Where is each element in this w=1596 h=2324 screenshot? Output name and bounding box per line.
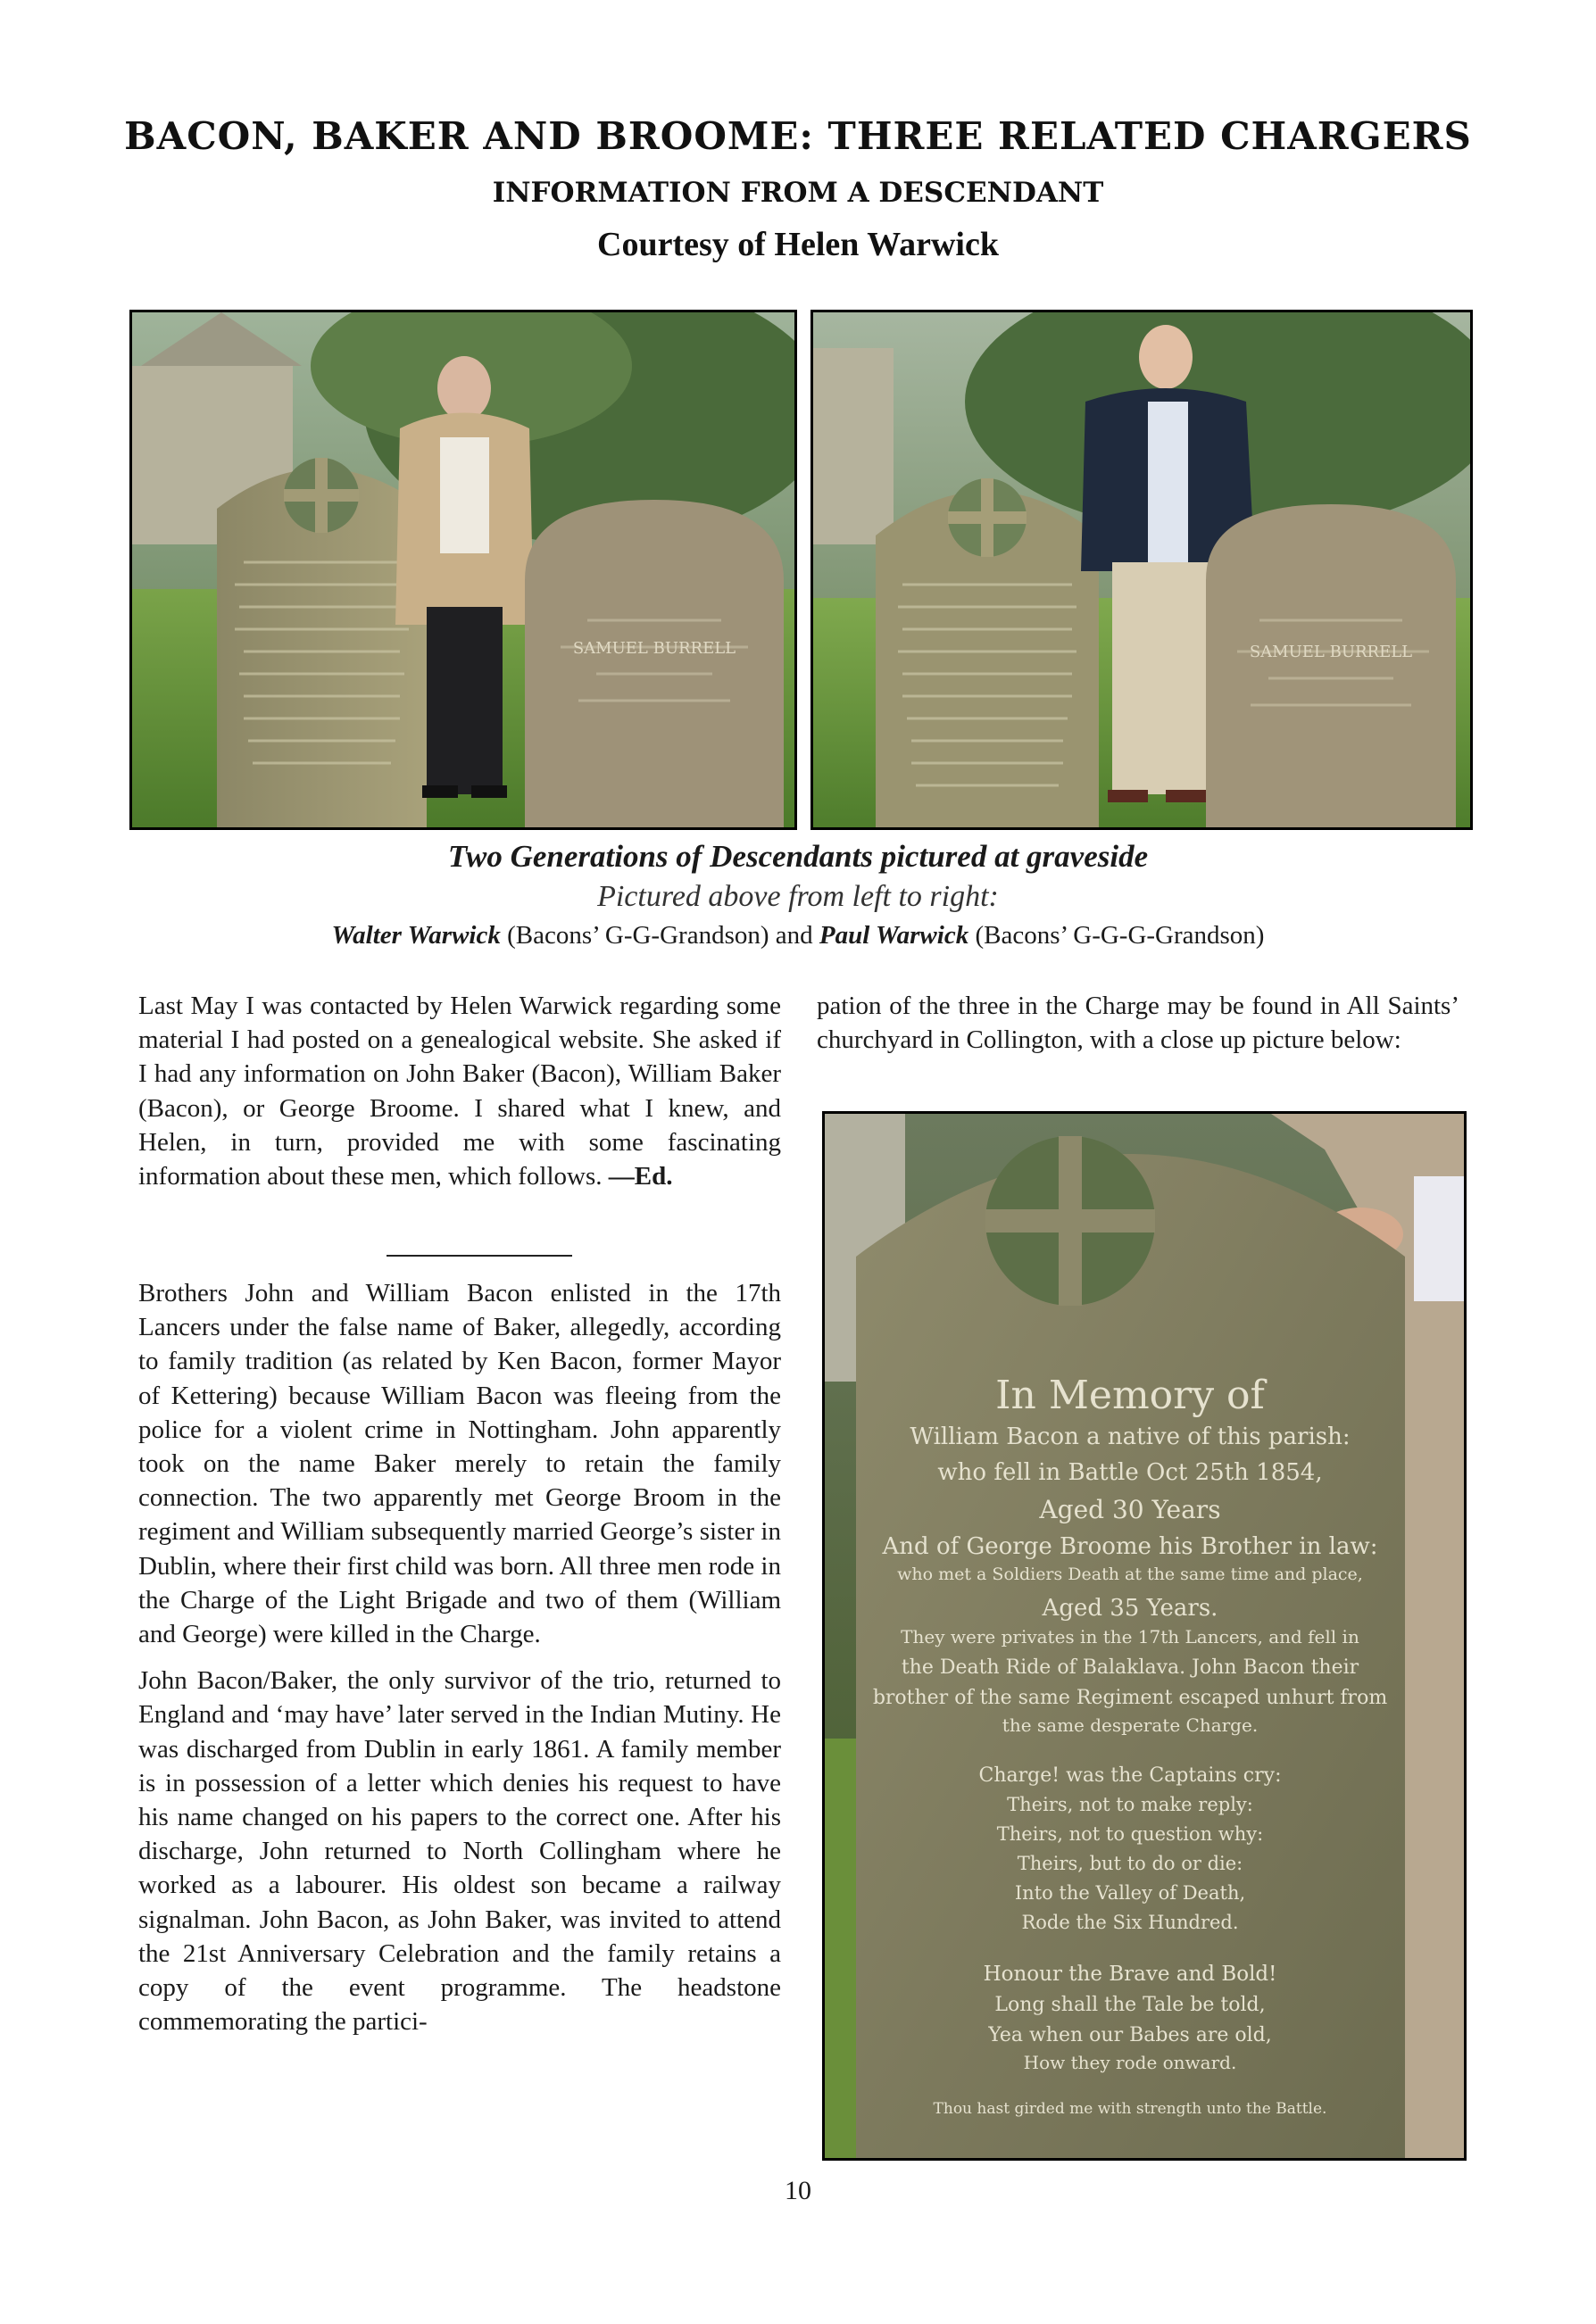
article-title: BACON, BAKER AND BROOME: THREE RELATED CHARGERS bbox=[124, 114, 1472, 158]
photo-caption-subtitle: Pictured above from left to right: bbox=[597, 880, 999, 913]
body-paragraph-2: John Bacon/Baker, the only survivor of the trio, returned to England and ‘may have’ later served in the Indian Mutiny. He was discharged from Dublin in early 1861. A family member is in possession of a letter which denies his request to have his name changed on his papers to the correct one. After his discharge, John returned to North Collingham where he worked as a labourer. His oldest son became a railway signalman. John Bacon, as John Baker, was invited to attend the 21st Anniversary Celebration and the family retains a copy of the event programme. The headstone commemorating the partici- bbox=[138, 1666, 781, 2037]
inscription-line: Aged 30 Years bbox=[1039, 1495, 1221, 1524]
inscription-line: And of George Broome his Brother in law: bbox=[882, 1533, 1378, 1560]
body-paragraph-1: Brothers John and William Bacon enlisted in the 17th Lancers under the false name of Baker, allegedly, according to family tradition (as related by Ken Bacon, former Mayor of Kettering) because William Bacon was fleeing from the police for a violent crime in Nottingham. John apparently took on the name Baker merely to retain the family connection. The two apparently met George Broom in the regiment and William subsequently married George’s sister in Dublin, where their first child was born. All three men rode in the Charge of the Light Brigade and two of them (William and George) were killed in the Charge. bbox=[138, 1279, 781, 1649]
inscription-line: William Bacon a native of this parish: bbox=[910, 1423, 1351, 1450]
inscription-line: Thou hast girded me with strength unto the Battle. bbox=[933, 2100, 1327, 2118]
caption-relation-walter: (Bacons’ G-G-Grandson) and bbox=[500, 921, 819, 950]
inscription-line: Long shall the Tale be told, bbox=[994, 1994, 1266, 2016]
inscription-line: the same desperate Charge. bbox=[1002, 1714, 1259, 1736]
caption-relation-paul: (Bacons’ G-G-G-Grandson) bbox=[968, 921, 1265, 950]
caption-name-paul: Paul Warwick bbox=[819, 921, 969, 950]
inscription-line: the Death Ride of Balaklava. John Bacon their bbox=[901, 1656, 1359, 1679]
inscription-line: Theirs, but to do or die: bbox=[1017, 1853, 1243, 1874]
photo-paul-warwick bbox=[810, 310, 1473, 830]
photo-headstone-closeup bbox=[822, 1111, 1467, 2161]
left-stone-inscription: SAMUEL BURRELL bbox=[572, 639, 736, 658]
caption-name-walter: Walter Warwick bbox=[331, 921, 501, 950]
inscription-line: They were privates in the 17th Lancers, and fell in bbox=[901, 1626, 1359, 1648]
article-courtesy: Courtesy of Helen Warwick bbox=[597, 226, 999, 263]
inscription-line: brother of the same Regiment escaped unhurt from bbox=[872, 1687, 1388, 1709]
photo-caption-title: Two Generations of Descendants pictured at graveside bbox=[447, 839, 1149, 874]
inscription-line: Honour the Brave and Bold! bbox=[983, 1963, 1277, 1986]
photo-walter-warwick bbox=[129, 310, 797, 830]
article-body-right bbox=[817, 989, 1459, 1069]
inscription-line: Charge! was the Captains cry: bbox=[978, 1764, 1282, 1787]
body-paragraph-3: pation of the three in the Charge may be found in All Saints’ churchyard in Collington, with a close up picture below: bbox=[817, 992, 1459, 1055]
inscription-line: who fell in Battle Oct 25th 1854, bbox=[937, 1459, 1323, 1486]
inscription-line: Yea when our Babes are old, bbox=[988, 2024, 1272, 2046]
section-divider bbox=[387, 1255, 572, 1257]
intro-text: Last May I was contacted by Helen Warwick regarding some material I had posted on a genealogical website. She asked if I had any information on John Baker (Bacon), William Baker (Bacon), or George Broome. I shared what I knew, and Helen, in turn, provided me with some fascinating information about these men, which follows. bbox=[138, 992, 781, 1191]
inscription-line: Aged 35 Years. bbox=[1042, 1595, 1218, 1622]
article-subtitle: INFORMATION FROM A DESCENDANT bbox=[492, 177, 1104, 209]
page-number: 10 bbox=[785, 2176, 811, 2205]
inscription-line: In Memory of bbox=[995, 1373, 1265, 1418]
inscription-line: Rode the Six Hundred. bbox=[1021, 1912, 1239, 1933]
article-body-left bbox=[138, 1276, 781, 2051]
right-stone-inscription: SAMUEL BURRELL bbox=[1249, 643, 1413, 661]
intro-paragraph bbox=[138, 989, 781, 1206]
inscription-line: Theirs, not to question why: bbox=[996, 1823, 1264, 1845]
inscription-line: Into the Valley of Death, bbox=[1014, 1882, 1246, 1904]
editor-signature: —Ed. bbox=[608, 1162, 673, 1191]
inscription-line: who met a Soldiers Death at the same time and place, bbox=[897, 1565, 1363, 1584]
photo-caption-names bbox=[0, 921, 1596, 950]
inscription-line: How they rode onward. bbox=[1023, 2052, 1237, 2073]
inscription-line: Theirs, not to make reply: bbox=[1007, 1794, 1253, 1815]
